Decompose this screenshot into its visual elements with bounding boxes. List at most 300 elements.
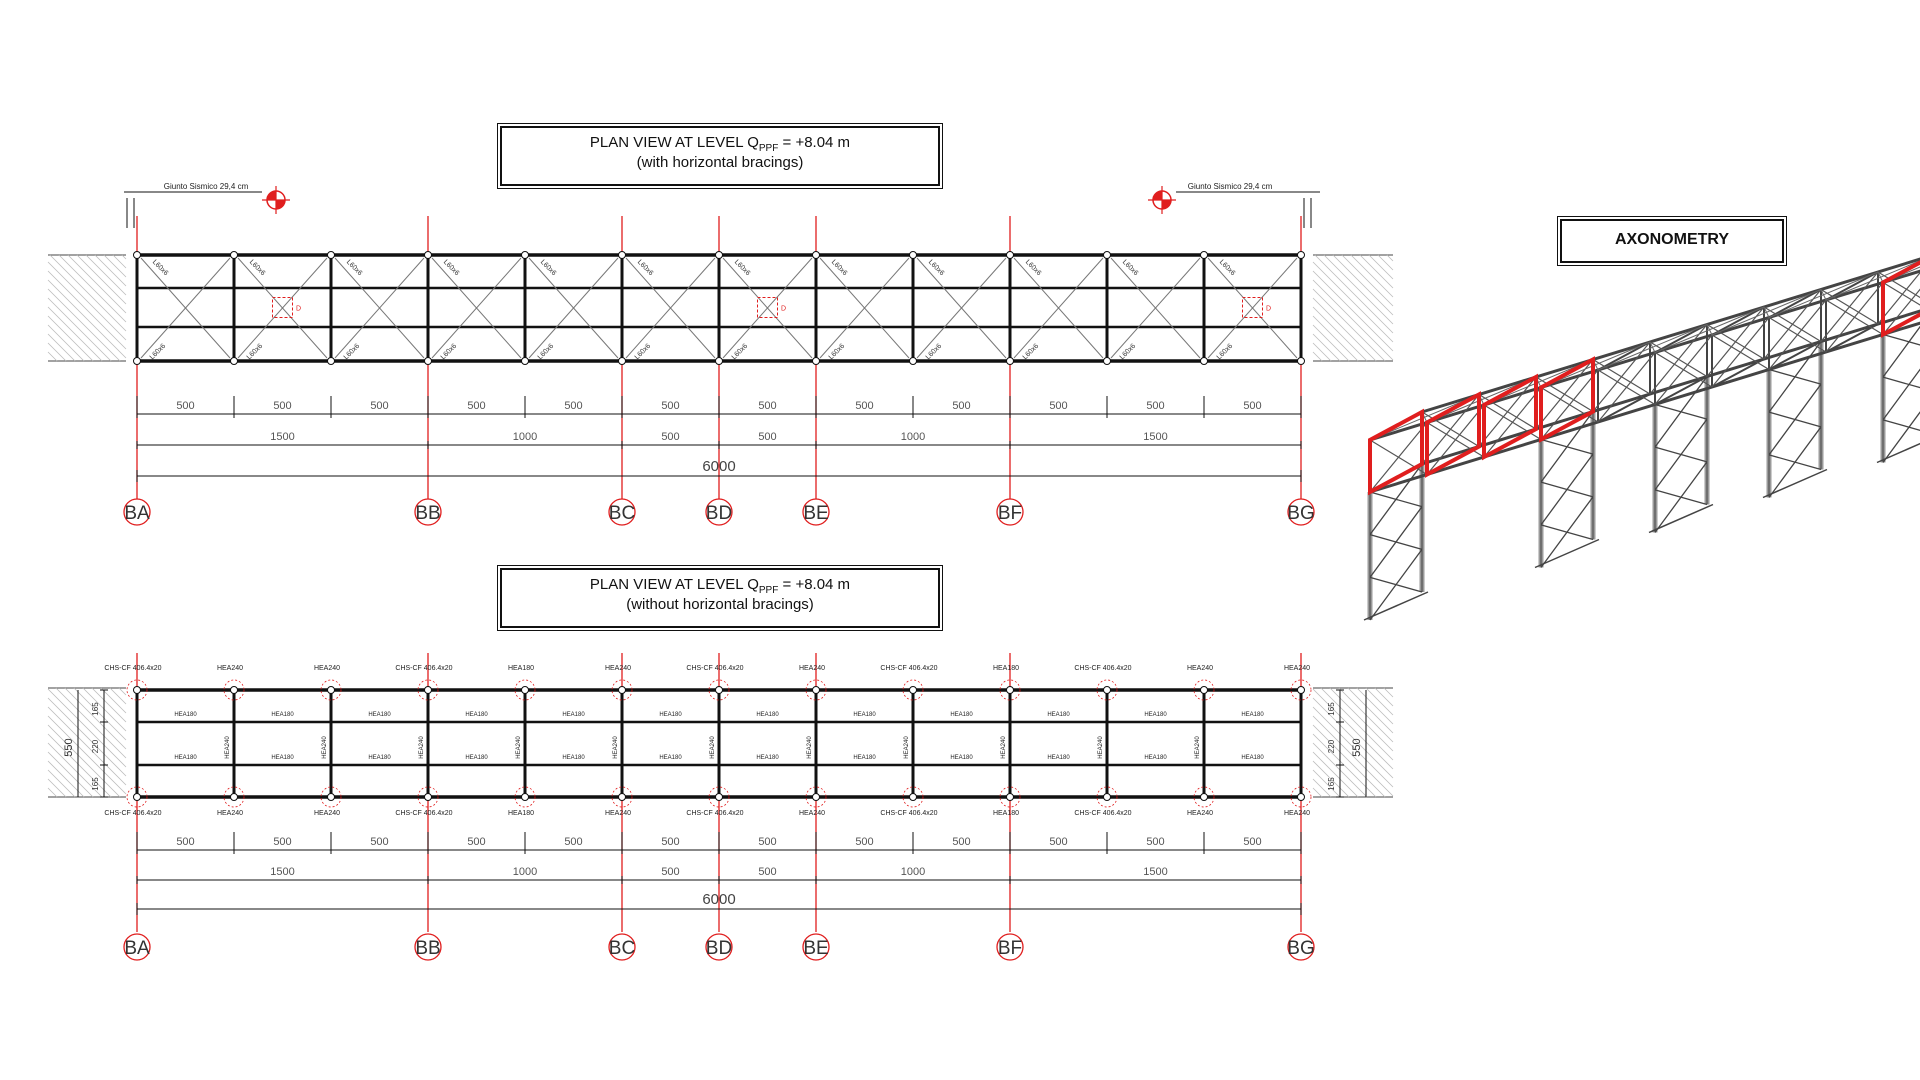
plan2-callout-bottom: CHS-CF 406.4x20 [104,810,162,817]
bay-dimension: 500 [855,400,874,412]
wall-right-top-hatch-line [1313,352,1322,361]
plan2-callout-bottom: HEA240 [798,810,826,817]
axo-side-brace [1712,335,1769,370]
axo-base [1535,540,1599,568]
bay-dimension: 500 [370,400,389,412]
plan2-section-label: HEA180 [1241,712,1264,718]
plan2-section-label: HEA240 [1001,736,1007,759]
axo-side-brace [1370,440,1427,475]
plan1-node [328,252,335,259]
plan2-node [1201,687,1208,694]
plan2-section-label: HEA240 [613,736,619,759]
axo-tower-brace [1883,377,1920,392]
wall-left-bottom-hatch-line [110,688,126,704]
plan1-node [1201,252,1208,259]
plan2-section-label: HEA240 [1098,736,1104,759]
plan2-callout-top: HEA240 [798,665,826,672]
axo-side-brace [1541,388,1598,423]
wall-right-bottom-hatch-line [1348,688,1393,733]
group-dimension: 1000 [900,431,926,443]
plan1-brace-tag: L60x6 [924,342,944,362]
depth-total-left: 550 [63,738,75,757]
depth-dim-left: 165 [91,702,100,716]
wall-right-top-hatch-line [1387,255,1393,261]
plan2-section-label: HEA180 [562,712,585,718]
axo-base [1763,470,1827,498]
bay-dimension: 500 [273,400,292,412]
wall-right-top-hatch-line [1333,255,1393,315]
plan1-node [619,252,626,259]
axis-label-BG: BG [1287,938,1315,959]
plan2-section-label: HEA180 [853,755,876,761]
axis-label-BA: BA [124,938,150,959]
axis-label-BB: BB [415,503,441,524]
plan2-section-label: HEA240 [710,736,716,759]
plan2-node [619,794,626,801]
plan-view-without-bracings [63,665,1366,817]
seismic-note-right: Giunto Sismico 29,4 cm [1187,182,1273,191]
plan1-brace-tag: L60x6 [732,258,752,278]
plan2-node [425,687,432,694]
axo-tower-brace [1370,464,1422,535]
axo-side-brace [1821,290,1878,325]
depth-dim-right: 220 [1327,739,1336,754]
bay-dimension: 500 [176,400,195,412]
plan1-node [522,252,529,259]
axis-label-BB: BB [415,938,441,959]
wall-right-bottom-hatch-line [1313,725,1385,797]
plan2-node [716,794,723,801]
bay-dimension: 500 [1243,400,1262,412]
plan1-node [231,358,238,365]
wall-right-top-hatch-line [1313,262,1393,342]
bay-dimension: 500 [952,400,971,412]
plan2-section-label: HEA180 [659,755,682,761]
bay-dimension: 500 [370,836,389,848]
bay-dimension: 500 [564,836,583,848]
axonometry-title-box [1560,219,1784,263]
total-dimension: 6000 [702,458,736,475]
bay-dimension: 500 [661,400,680,412]
bay-dimension: 500 [1049,836,1068,848]
axo-tower-brace [1541,454,1593,525]
axis-label-BG: BG [1287,503,1315,524]
group-dimension: 1000 [900,866,926,878]
wall-right-top-hatch-line [1313,307,1367,361]
total-dimension: 6000 [702,891,736,908]
wall-right-top-hatch-line [1313,271,1393,351]
plan2-callout-bottom: HEA240 [216,810,244,817]
wall-left-bottom-hatch-line [48,761,84,797]
plan2-callout-top: HEA240 [216,665,244,672]
plan2-node [1104,794,1111,801]
plan2-section-label: HEA180 [1047,712,1070,718]
wall-left-top-hatch-line [48,298,111,361]
depth-dim-right: 165 [1327,702,1336,716]
plan-bottom-title-box [500,568,940,628]
axo-side-brace [1650,342,1707,377]
group-dimension: 500 [758,866,777,878]
wall-left-bottom-hatch-line [48,725,120,797]
plan2-callout-bottom: HEA240 [313,810,341,817]
plan1-brace-tag: L60x6 [926,258,946,278]
axo-tower-brace [1541,412,1593,483]
plan1-brace-tag: L60x6 [635,258,655,278]
axis-label-BD: BD [705,938,733,959]
plan1-node [1298,358,1305,365]
wall-left-top-hatch-line [86,255,126,295]
plan2-section-label: HEA180 [271,712,294,718]
axo-tower-brace [1541,497,1593,568]
group-dimension: 1000 [512,431,538,443]
wall-right-top-hatch-line [1313,325,1349,361]
plan1-brace-tag: L60x6 [536,342,556,362]
axo-tower-brace [1370,507,1422,578]
plan2-node [813,687,820,694]
axis-label-BE: BE [803,938,829,959]
plan1-node [425,358,432,365]
axo-highlight-frame [1484,377,1536,457]
bay-dimension: 500 [952,836,971,848]
axis-label-BC: BC [608,503,636,524]
bay-dimension: 500 [564,400,583,412]
seismic-note-left: Giunto Sismico 29,4 cm [163,182,249,191]
axo-side-brace [1826,300,1883,335]
plan1-brace-tag: L60x6 [245,342,265,362]
plan2-section-label: HEA240 [904,736,910,759]
plan2-section-label: HEA180 [465,712,488,718]
wall-left-top-hatch-line [48,352,57,361]
axo-tower-brace [1769,427,1821,498]
axis-label-BA: BA [124,503,150,524]
bay-dimension: 500 [1146,400,1165,412]
plan2-callout-bottom: CHS-CF 406.4x20 [1074,810,1132,817]
depth-dim-left: 165 [91,777,100,791]
plan1-node [1104,358,1111,365]
plan-bottom-subtitle: (without horizontal bracings) [626,596,814,613]
group-dimension: 1500 [270,866,295,878]
group-dimension: 1500 [1143,866,1168,878]
plan2-section-label: HEA180 [950,712,973,718]
axo-side-brace [1769,318,1826,353]
plan2-callout-top: HEA240 [604,665,632,672]
group-dimension: 1500 [1143,431,1168,443]
plan2-section-label: HEA180 [1241,755,1264,761]
plan1-brace-tag: L60x6 [1023,258,1043,278]
plan-top-title-box [500,126,940,186]
plan1-node [328,358,335,365]
plan2-node [231,794,238,801]
wall-right-top-hatch-line [1360,255,1393,288]
plan1-node [134,358,141,365]
wall-right-bottom-hatch-line [1384,688,1393,697]
plan2-node [813,794,820,801]
depth-total-right: 550 [1351,738,1363,757]
group-dimension: 500 [758,431,777,443]
plan2-node [522,794,529,801]
wall-right-top-hatch-line [1313,316,1358,361]
wall-right-top-hatch-line [1369,255,1393,279]
axis-label-BE: BE [803,503,829,524]
axo-side-brace [1598,370,1655,405]
wall-right-bottom-hatch-line [1375,688,1393,706]
plan2-callout-bottom: HEA240 [1186,810,1214,817]
plan2-section-label: HEA180 [174,712,197,718]
wall-left-top-hatch-line [122,255,126,259]
plan2-section-label: HEA180 [271,755,294,761]
plan2-node [910,794,917,801]
plan1-brace-tag: L60x6 [247,258,267,278]
plan1-node [910,358,917,365]
wall-left-top-hatch-line [48,289,120,361]
plan2-section-label: HEA180 [368,712,391,718]
plan2-node [1007,794,1014,801]
plan1-brace-tag: L60x6 [1217,258,1237,278]
plan1-node-tag: D [295,305,302,313]
axo-side-brace [1536,377,1593,412]
bay-dimension: 500 [467,400,486,412]
wall-right-top-hatch-line [1378,255,1393,270]
wall-right-bottom-hatch-line [1357,688,1393,724]
plan2-section-label: HEA180 [562,755,585,761]
axo-side-brace [1427,423,1484,458]
group-dimension: 500 [661,866,680,878]
plan2-section-label: HEA180 [174,755,197,761]
plan2-node [1201,794,1208,801]
bay-dimension: 500 [758,400,777,412]
wall-left-bottom-hatch-line [48,788,57,797]
plan1-node [1298,252,1305,259]
bay-dimension: 500 [1146,836,1165,848]
plan1-node [619,358,626,365]
plan2-section-label: HEA180 [1144,755,1167,761]
plan1-brace-tag: L60x6 [342,342,362,362]
plan2-section-label: HEA180 [756,755,779,761]
plan2-callout-bottom: HEA240 [1283,810,1311,817]
plan2-node [1007,687,1014,694]
plan2-section-label: HEA180 [1144,712,1167,718]
axo-side-brace [1484,405,1541,440]
plan2-node [231,687,238,694]
axo-highlight-frame [1541,360,1593,440]
wall-left-bottom-hatch-line [48,779,66,797]
plan2-callout-top: HEA180 [992,665,1020,672]
plan1-brace-tag: L60x6 [1215,342,1235,362]
plan2-callout-bottom: HEA240 [604,810,632,817]
plan1-brace-tag: L60x6 [827,342,847,362]
plan1-brace-tag: L60x6 [439,342,459,362]
bay-dimension: 500 [758,836,777,848]
plan2-section-label: HEA240 [1195,736,1201,759]
plan2-callout-bottom: HEA180 [507,810,535,817]
wall-left-top-hatch-line [48,307,102,361]
plan2-node [1298,687,1305,694]
plan1-brace-tag: L60x6 [1021,342,1041,362]
plan2-callout-top: HEA240 [1186,665,1214,672]
plan2-callout-bottom: CHS-CF 406.4x20 [880,810,938,817]
wall-left-top-hatch-line [77,255,126,304]
plan2-callout-bottom: CHS-CF 406.4x20 [395,810,453,817]
plan2-section-label: HEA180 [659,712,682,718]
plan1-node [1007,252,1014,259]
plan2-callout-bottom: CHS-CF 406.4x20 [686,810,744,817]
plan1-node [1201,358,1208,365]
group-dimension: 1500 [270,431,295,443]
group-dimension: 500 [661,431,680,443]
plan2-node [425,794,432,801]
plan1-brace-tag: L60x6 [538,258,558,278]
bay-dimension: 500 [273,836,292,848]
plan-bottom-title: PLAN VIEW AT LEVEL $Q_{PPF} = +8.04$ m [589,576,851,596]
axis-label-BF: BF [997,938,1023,959]
plan2-section-label: HEA180 [368,755,391,761]
axo-highlight-frame [1370,412,1422,492]
plan1-node [134,252,141,259]
wall-right-top-hatch-line [1313,289,1385,361]
plan1-node [716,252,723,259]
plan2-section-label: HEA180 [950,755,973,761]
plan2-section-label: HEA240 [225,736,231,759]
axonometry-title: AXONOMETRY [1614,231,1730,248]
plan1-node [813,252,820,259]
axo-side-brace [1707,325,1764,360]
plan2-section-label: HEA180 [1047,755,1070,761]
wall-right-bottom-hatch-line [1313,734,1376,797]
plan1-node [716,358,723,365]
plan2-section-label: HEA240 [419,736,425,759]
plan2-node [1298,794,1305,801]
wall-left-top-hatch-line [104,255,126,277]
plan1-node [910,252,917,259]
plan2-section-label: HEA240 [807,736,813,759]
axo-side-brace [1593,360,1650,395]
plan1-node-tag: D [1265,305,1272,313]
axo-tower-brace [1883,420,1920,435]
wall-left-top-hatch-line [48,316,93,361]
axo-tower-brace [1370,549,1422,620]
wall-left-top-hatch-line [48,343,66,361]
wall-right-bottom-hatch-line [1313,788,1322,797]
axo-highlight-frame [1427,395,1479,475]
axo-base [1649,505,1713,533]
plan2-callout-top: CHS-CF 406.4x20 [880,665,938,672]
plan1-brace-tag: L60x6 [441,258,461,278]
plan-view-with-bracings [124,182,1320,365]
plan2-callout-top: CHS-CF 406.4x20 [104,665,162,672]
plan2-node [328,794,335,801]
plan2-node [328,687,335,694]
wall-right-top-hatch-line [1313,280,1393,360]
axo-tower-brace [1655,377,1707,448]
plan2-node [1104,687,1111,694]
axo-tower-brace [1769,342,1821,413]
axo-tower-brace [1769,384,1821,455]
plan2-callout-bottom: HEA180 [992,810,1020,817]
plan2-callout-top: CHS-CF 406.4x20 [1074,665,1132,672]
bay-dimension: 500 [1049,400,1068,412]
plan1-brace-tag: L60x6 [148,342,168,362]
plan1-brace-tag: L60x6 [150,258,170,278]
plan1-node [1007,358,1014,365]
wall-right-top-hatch-line [1324,255,1393,324]
plan1-brace-tag: L60x6 [1118,342,1138,362]
plan1-node [813,358,820,365]
axo-tower-brace [1883,335,1920,350]
axo-side-brace [1422,412,1479,447]
wall-right-top-hatch-line [1313,298,1376,361]
plan1-brace-tag: L60x6 [829,258,849,278]
plan2-node [522,687,529,694]
axo-tower-brace [1655,462,1707,533]
bay-dimension: 500 [855,836,874,848]
plan2-section-label: HEA240 [516,736,522,759]
plan2-node [134,794,141,801]
depth-dim-left: 220 [91,739,100,754]
plan2-callout-top: CHS-CF 406.4x20 [686,665,744,672]
wall-left-top-hatch-line [95,255,126,286]
axis-label-BC: BC [608,938,636,959]
axo-base [1364,592,1428,620]
plan2-section-label: HEA180 [465,755,488,761]
plan1-brace-tag: L60x6 [730,342,750,362]
wall-left-top-hatch-line [59,255,126,322]
plan1-brace-tag: L60x6 [1120,258,1140,278]
wall-right-top-hatch-line [1351,255,1393,297]
group-dimension: 1000 [512,866,538,878]
plan-top-subtitle: (with horizontal bracings) [636,154,804,171]
axis-label-BD: BD [705,503,733,524]
plan2-section-label: HEA180 [853,712,876,718]
plan1-node-tag: D [780,305,787,313]
bay-dimension: 500 [1243,836,1262,848]
plan2-node [619,687,626,694]
wall-left-bottom-hatch-line [119,688,126,695]
bay-dimension: 500 [467,836,486,848]
axo-side-brace [1655,353,1712,388]
plan2-node [910,687,917,694]
wall-left-bottom-hatch-line [48,752,93,797]
axo-side-brace [1479,395,1536,430]
axo-side-brace [1764,307,1821,342]
axo-tower-brace [1655,419,1707,490]
plan2-node [134,687,141,694]
plan2-callout-top: HEA240 [313,665,341,672]
plan1-node [522,358,529,365]
bay-dimension: 500 [176,836,195,848]
axonometry-view [1364,202,1920,620]
wall-left-top-hatch-line [68,255,126,313]
plan1-brace-tag: L60x6 [633,342,653,362]
plan1-node [231,252,238,259]
plan2-callout-top: HEA240 [1283,665,1311,672]
plan1-brace-tag: L60x6 [344,258,364,278]
plan2-node [716,687,723,694]
plan1-node [1104,252,1111,259]
plan2-callout-top: HEA180 [507,665,535,672]
depth-dim-right: 165 [1327,777,1336,791]
wall-right-bottom-hatch-line [1313,698,1393,778]
wall-left-top-hatch-line [48,325,84,361]
wall-right-top-hatch-line [1313,343,1331,361]
axo-tower-brace [1883,349,1920,420]
plan-top-title: PLAN VIEW AT LEVEL $Q_{PPF} = +8.04$ m [589,134,851,154]
plan2-callout-top: CHS-CF 406.4x20 [395,665,453,672]
plan1-node [425,252,432,259]
axis-label-BF: BF [997,503,1023,524]
plan2-section-label: HEA180 [756,712,779,718]
bay-dimension: 500 [661,836,680,848]
plan2-section-label: HEA240 [322,736,328,759]
